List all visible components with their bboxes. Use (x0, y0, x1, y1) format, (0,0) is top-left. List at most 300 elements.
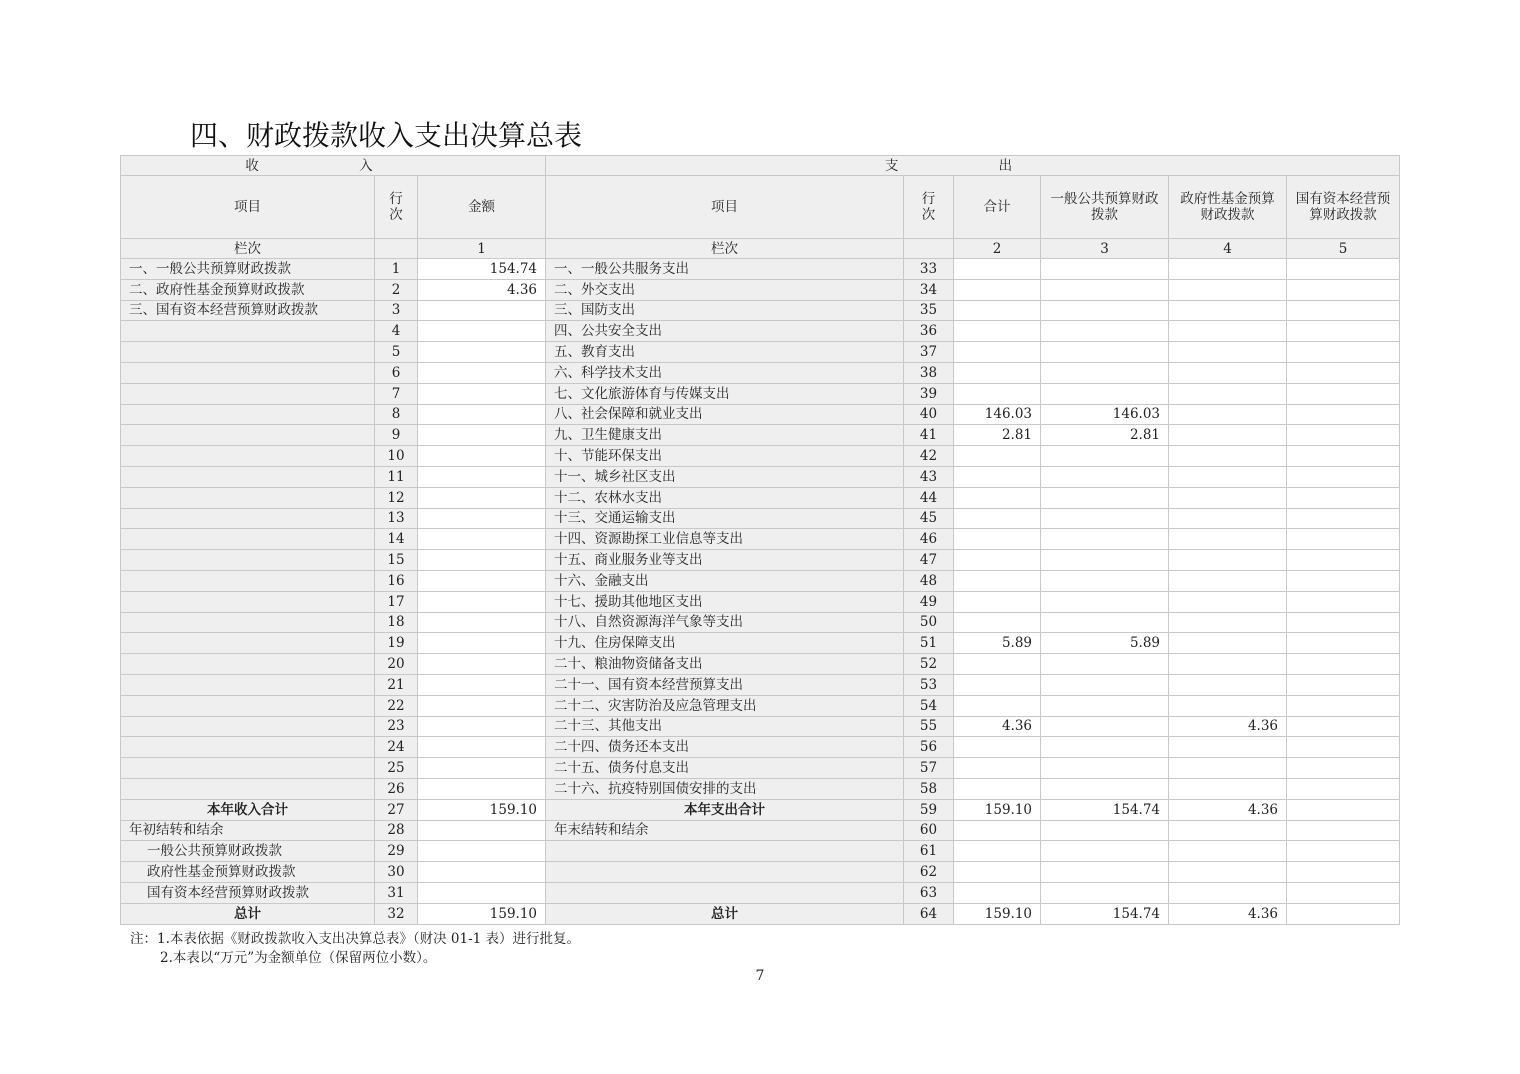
expense-general (1041, 259, 1169, 280)
grand-total-fund: 4.36 (1169, 903, 1287, 924)
left-item (121, 383, 375, 404)
table-row (121, 383, 1400, 404)
expense-item: 五、教育支出 (546, 342, 904, 363)
row-number: 57 (904, 758, 954, 779)
expense-general (1041, 758, 1169, 779)
row-number: 46 (904, 529, 954, 550)
income-amount: 4.36 (418, 279, 546, 300)
row-number: 42 (904, 446, 954, 467)
expense-item: 十二、农林水支出 (546, 487, 904, 508)
empty-cell (1287, 903, 1400, 924)
expense-total: 146.03 (954, 404, 1041, 425)
row-number: 27 (375, 799, 418, 820)
col-header-expense-row: 行次 (904, 176, 954, 239)
left-item (121, 446, 375, 467)
expense-fund (1169, 737, 1287, 758)
table-row (121, 487, 1400, 508)
expense-state (1287, 446, 1400, 467)
expense-state (1287, 550, 1400, 571)
income-amount (418, 466, 546, 487)
expense-total (954, 383, 1041, 404)
expense-general (1041, 612, 1169, 633)
expense-total (954, 591, 1041, 612)
table-row (121, 570, 1400, 591)
expense-state (1287, 404, 1400, 425)
expense-fund (1169, 383, 1287, 404)
row-number: 53 (904, 674, 954, 695)
row-number: 4 (375, 321, 418, 342)
expense-item: 二、外交支出 (546, 279, 904, 300)
table-row (121, 716, 1400, 737)
row-number: 19 (375, 633, 418, 654)
empty-cell (954, 882, 1041, 903)
row-number: 10 (375, 446, 418, 467)
col-number: 1 (418, 239, 546, 259)
carryover-sub-row (121, 841, 1400, 862)
empty-cell (1041, 862, 1169, 883)
left-item (121, 674, 375, 695)
row-number: 62 (904, 862, 954, 883)
table-row (121, 529, 1400, 550)
expense-item: 二十五、债务付息支出 (546, 758, 904, 779)
expense-state (1287, 279, 1400, 300)
col-header-state: 国有资本经营预算财政拨款 (1287, 176, 1400, 239)
header-row-sections (121, 156, 1400, 176)
expense-general: 5.89 (1041, 633, 1169, 654)
row-number: 7 (375, 383, 418, 404)
grand-total-general: 154.74 (1041, 903, 1169, 924)
row-number: 28 (375, 820, 418, 841)
expense-state (1287, 591, 1400, 612)
row-number: 37 (904, 342, 954, 363)
expense-state (1287, 259, 1400, 280)
expense-item: 三、国防支出 (546, 300, 904, 321)
row-number: 39 (904, 383, 954, 404)
expense-fund (1169, 362, 1287, 383)
expense-total (954, 487, 1041, 508)
expense-state (1287, 425, 1400, 446)
expense-item: 十一、城乡社区支出 (546, 466, 904, 487)
expense-general (1041, 778, 1169, 799)
expense-state (1287, 654, 1400, 675)
income-amount (418, 778, 546, 799)
left-item (121, 591, 375, 612)
year-total-row (121, 799, 1400, 820)
expense-fund (1169, 570, 1287, 591)
empty-cell (546, 882, 904, 903)
table-row (121, 695, 1400, 716)
expense-state (1287, 612, 1400, 633)
year-expense-general: 154.74 (1041, 799, 1169, 820)
empty-cell (546, 841, 904, 862)
row-number: 23 (375, 716, 418, 737)
row-number: 26 (375, 778, 418, 799)
income-amount (418, 383, 546, 404)
end-carryover-label: 年末结转和结余 (546, 820, 904, 841)
carryover-sub-label: 政府性基金预算财政拨款 (121, 862, 375, 883)
col-header-general: 一般公共预算财政拨款 (1041, 176, 1169, 239)
expense-state (1287, 778, 1400, 799)
table-row (121, 758, 1400, 779)
empty-cell (1041, 841, 1169, 862)
empty-cell (418, 882, 546, 903)
empty-cell (1287, 882, 1400, 903)
expense-general (1041, 383, 1169, 404)
income-amount (418, 446, 546, 467)
empty-cell (546, 862, 904, 883)
left-item (121, 737, 375, 758)
col-header-total: 合计 (954, 176, 1041, 239)
expense-total (954, 508, 1041, 529)
income-amount (418, 300, 546, 321)
expense-general (1041, 529, 1169, 550)
expense-total (954, 695, 1041, 716)
table-row (121, 591, 1400, 612)
empty-cell (904, 239, 954, 259)
expense-general (1041, 466, 1169, 487)
row-number: 24 (375, 737, 418, 758)
row-number: 54 (904, 695, 954, 716)
left-item: 三、国有资本经营预算财政拨款 (121, 300, 375, 321)
page-number: 7 (755, 968, 765, 984)
expense-general (1041, 300, 1169, 321)
row-number: 45 (904, 508, 954, 529)
expense-total (954, 612, 1041, 633)
row-number: 31 (375, 882, 418, 903)
row-number: 63 (904, 882, 954, 903)
expense-fund (1169, 758, 1287, 779)
expense-general (1041, 695, 1169, 716)
row-number: 60 (904, 820, 954, 841)
expense-general: 2.81 (1041, 425, 1169, 446)
left-item (121, 342, 375, 363)
table-row (121, 674, 1400, 695)
income-section-header: 收 入 (121, 156, 546, 176)
grand-total-row (121, 903, 1400, 924)
row-number: 32 (375, 903, 418, 924)
expense-fund (1169, 279, 1287, 300)
row-number: 29 (375, 841, 418, 862)
table-row (121, 612, 1400, 633)
income-amount (418, 487, 546, 508)
begin-carryover-label: 年初结转和结余 (121, 820, 375, 841)
left-item (121, 758, 375, 779)
col-header-row: 行次 (375, 176, 418, 239)
expense-fund (1169, 591, 1287, 612)
empty-cell (418, 820, 546, 841)
empty-cell (1287, 799, 1400, 820)
col-number: 4 (1169, 239, 1287, 259)
expense-fund (1169, 508, 1287, 529)
empty-cell (954, 841, 1041, 862)
left-item (121, 695, 375, 716)
empty-cell (1041, 820, 1169, 841)
expense-item: 十六、金融支出 (546, 570, 904, 591)
left-item (121, 570, 375, 591)
expense-state (1287, 508, 1400, 529)
note-line-1: 注：1.本表依据《财政拨款收入支出决算总表》（财决 01-1 表）进行批复。 (130, 931, 581, 947)
row-number: 3 (375, 300, 418, 321)
expense-item: 九、卫生健康支出 (546, 425, 904, 446)
expense-general (1041, 716, 1169, 737)
carryover-sub-row (121, 882, 1400, 903)
left-item (121, 716, 375, 737)
left-item: 二、政府性基金预算财政拨款 (121, 279, 375, 300)
expense-total (954, 778, 1041, 799)
grand-total-label: 总计 (121, 903, 375, 924)
expense-fund (1169, 529, 1287, 550)
expense-item: 二十二、灾害防治及应急管理支出 (546, 695, 904, 716)
row-number: 49 (904, 591, 954, 612)
expense-state (1287, 633, 1400, 654)
income-amount (418, 591, 546, 612)
income-amount (418, 404, 546, 425)
expense-item: 十七、援助其他地区支出 (546, 591, 904, 612)
table-row (121, 342, 1400, 363)
expense-fund (1169, 654, 1287, 675)
income-amount: 154.74 (418, 259, 546, 280)
expense-item: 十、节能环保支出 (546, 446, 904, 467)
year-expense-total: 159.10 (954, 799, 1041, 820)
empty-cell (954, 862, 1041, 883)
expense-state (1287, 695, 1400, 716)
expense-item: 二十三、其他支出 (546, 716, 904, 737)
row-number: 9 (375, 425, 418, 446)
income-amount (418, 716, 546, 737)
empty-cell (1169, 820, 1287, 841)
left-item (121, 362, 375, 383)
income-amount (418, 633, 546, 654)
empty-cell (1169, 882, 1287, 903)
row-number: 2 (375, 279, 418, 300)
row-number: 64 (904, 903, 954, 924)
budget-summary-table (120, 155, 1400, 925)
table-row (121, 633, 1400, 654)
row-number: 59 (904, 799, 954, 820)
row-number: 36 (904, 321, 954, 342)
table-row (121, 425, 1400, 446)
expense-state (1287, 758, 1400, 779)
expense-item: 十三、交通运输支出 (546, 508, 904, 529)
table-row (121, 550, 1400, 571)
row-number: 38 (904, 362, 954, 383)
table-row (121, 778, 1400, 799)
expense-total (954, 550, 1041, 571)
left-item (121, 654, 375, 675)
empty-cell (1287, 820, 1400, 841)
expense-fund (1169, 633, 1287, 654)
row-number: 35 (904, 300, 954, 321)
expense-fund (1169, 778, 1287, 799)
expense-total: 4.36 (954, 716, 1041, 737)
expense-general (1041, 446, 1169, 467)
expense-general (1041, 737, 1169, 758)
expense-fund (1169, 550, 1287, 571)
row-number: 8 (375, 404, 418, 425)
row-number: 48 (904, 570, 954, 591)
expense-general (1041, 362, 1169, 383)
header-row-columns (121, 176, 1400, 239)
expense-state (1287, 342, 1400, 363)
expense-fund (1169, 446, 1287, 467)
expense-total (954, 279, 1041, 300)
row-number: 44 (904, 487, 954, 508)
expense-total (954, 466, 1041, 487)
expense-total (954, 321, 1041, 342)
table-row (121, 259, 1400, 280)
left-item (121, 466, 375, 487)
page-title: 四、财政拨款收入支出决算总表 (190, 119, 583, 152)
expense-fund (1169, 425, 1287, 446)
expense-general (1041, 279, 1169, 300)
expense-total (954, 654, 1041, 675)
table-row (121, 737, 1400, 758)
expense-total (954, 674, 1041, 695)
grand-total-amount: 159.10 (418, 903, 546, 924)
left-item (121, 425, 375, 446)
col-header-item: 项目 (121, 176, 375, 239)
expense-fund (1169, 487, 1287, 508)
row-number: 17 (375, 591, 418, 612)
expense-total (954, 737, 1041, 758)
col-number: 3 (1041, 239, 1169, 259)
expense-total (954, 758, 1041, 779)
expense-item: 四、公共安全支出 (546, 321, 904, 342)
row-number: 34 (904, 279, 954, 300)
left-item (121, 633, 375, 654)
expense-total: 5.89 (954, 633, 1041, 654)
empty-cell (418, 841, 546, 862)
expense-fund (1169, 612, 1287, 633)
row-number: 13 (375, 508, 418, 529)
expense-total (954, 446, 1041, 467)
expense-state (1287, 362, 1400, 383)
expense-item: 十九、住房保障支出 (546, 633, 904, 654)
col-number: 5 (1287, 239, 1400, 259)
row-number: 58 (904, 778, 954, 799)
table-row (121, 508, 1400, 529)
expense-fund (1169, 321, 1287, 342)
note-line-2: 2.本表以“万元”为金额单位（保留两位小数）。 (160, 950, 437, 966)
expense-item: 十五、商业服务业等支出 (546, 550, 904, 571)
row-number: 47 (904, 550, 954, 571)
row-number: 43 (904, 466, 954, 487)
expense-fund (1169, 300, 1287, 321)
carryover-sub-label: 一般公共预算财政拨款 (121, 841, 375, 862)
income-amount (418, 758, 546, 779)
expense-general (1041, 654, 1169, 675)
income-amount (418, 550, 546, 571)
expense-total (954, 362, 1041, 383)
expense-item: 六、科学技术支出 (546, 362, 904, 383)
row-number: 22 (375, 695, 418, 716)
income-amount (418, 362, 546, 383)
empty-cell (954, 820, 1041, 841)
left-item (121, 321, 375, 342)
empty-cell (418, 862, 546, 883)
carryover-row (121, 820, 1400, 841)
grand-total-expense-label: 总计 (546, 903, 904, 924)
expense-state (1287, 529, 1400, 550)
income-amount (418, 674, 546, 695)
table-row (121, 362, 1400, 383)
expense-state (1287, 674, 1400, 695)
row-number: 52 (904, 654, 954, 675)
empty-cell (1287, 862, 1400, 883)
left-item (121, 508, 375, 529)
expense-fund (1169, 259, 1287, 280)
income-amount (418, 342, 546, 363)
carryover-sub-label: 国有资本经营预算财政拨款 (121, 882, 375, 903)
col-header-amount: 金额 (418, 176, 546, 239)
expense-general (1041, 342, 1169, 363)
year-income-amount: 159.10 (418, 799, 546, 820)
col-number: 2 (954, 239, 1041, 259)
expense-fund: 4.36 (1169, 716, 1287, 737)
expense-fund (1169, 695, 1287, 716)
carryover-sub-row (121, 862, 1400, 883)
table-row (121, 654, 1400, 675)
income-amount (418, 654, 546, 675)
expense-general (1041, 321, 1169, 342)
year-expense-fund: 4.36 (1169, 799, 1287, 820)
income-amount (418, 737, 546, 758)
left-item (121, 529, 375, 550)
table-row (121, 466, 1400, 487)
row-number: 12 (375, 487, 418, 508)
col-header-expense-item: 项目 (546, 176, 904, 239)
row-number: 40 (904, 404, 954, 425)
row-number: 56 (904, 737, 954, 758)
expense-item: 七、文化旅游体育与传媒支出 (546, 383, 904, 404)
lanci-label: 栏次 (546, 239, 904, 259)
row-number: 30 (375, 862, 418, 883)
expense-item: 二十六、抗疫特别国债安排的支出 (546, 778, 904, 799)
row-number: 51 (904, 633, 954, 654)
expense-total (954, 300, 1041, 321)
expense-state (1287, 466, 1400, 487)
expense-fund (1169, 404, 1287, 425)
expense-state (1287, 300, 1400, 321)
expense-general (1041, 487, 1169, 508)
row-number: 1 (375, 259, 418, 280)
lanci-label: 栏次 (121, 239, 375, 259)
expense-general (1041, 570, 1169, 591)
empty-cell (375, 239, 418, 259)
expense-total (954, 529, 1041, 550)
empty-cell (1287, 841, 1400, 862)
row-number: 16 (375, 570, 418, 591)
table-row (121, 404, 1400, 425)
expense-state (1287, 737, 1400, 758)
row-number: 55 (904, 716, 954, 737)
header-row-numbers (121, 239, 1400, 259)
expense-state (1287, 716, 1400, 737)
row-number: 33 (904, 259, 954, 280)
grand-total-total: 159.10 (954, 903, 1041, 924)
income-amount (418, 508, 546, 529)
row-number: 25 (375, 758, 418, 779)
income-amount (418, 570, 546, 591)
expense-section-header: 支 出 (546, 156, 1400, 176)
left-item (121, 612, 375, 633)
expense-total (954, 570, 1041, 591)
year-income-label: 本年收入合计 (121, 799, 375, 820)
expense-item: 一、一般公共服务支出 (546, 259, 904, 280)
expense-fund (1169, 674, 1287, 695)
income-amount (418, 612, 546, 633)
row-number: 21 (375, 674, 418, 695)
